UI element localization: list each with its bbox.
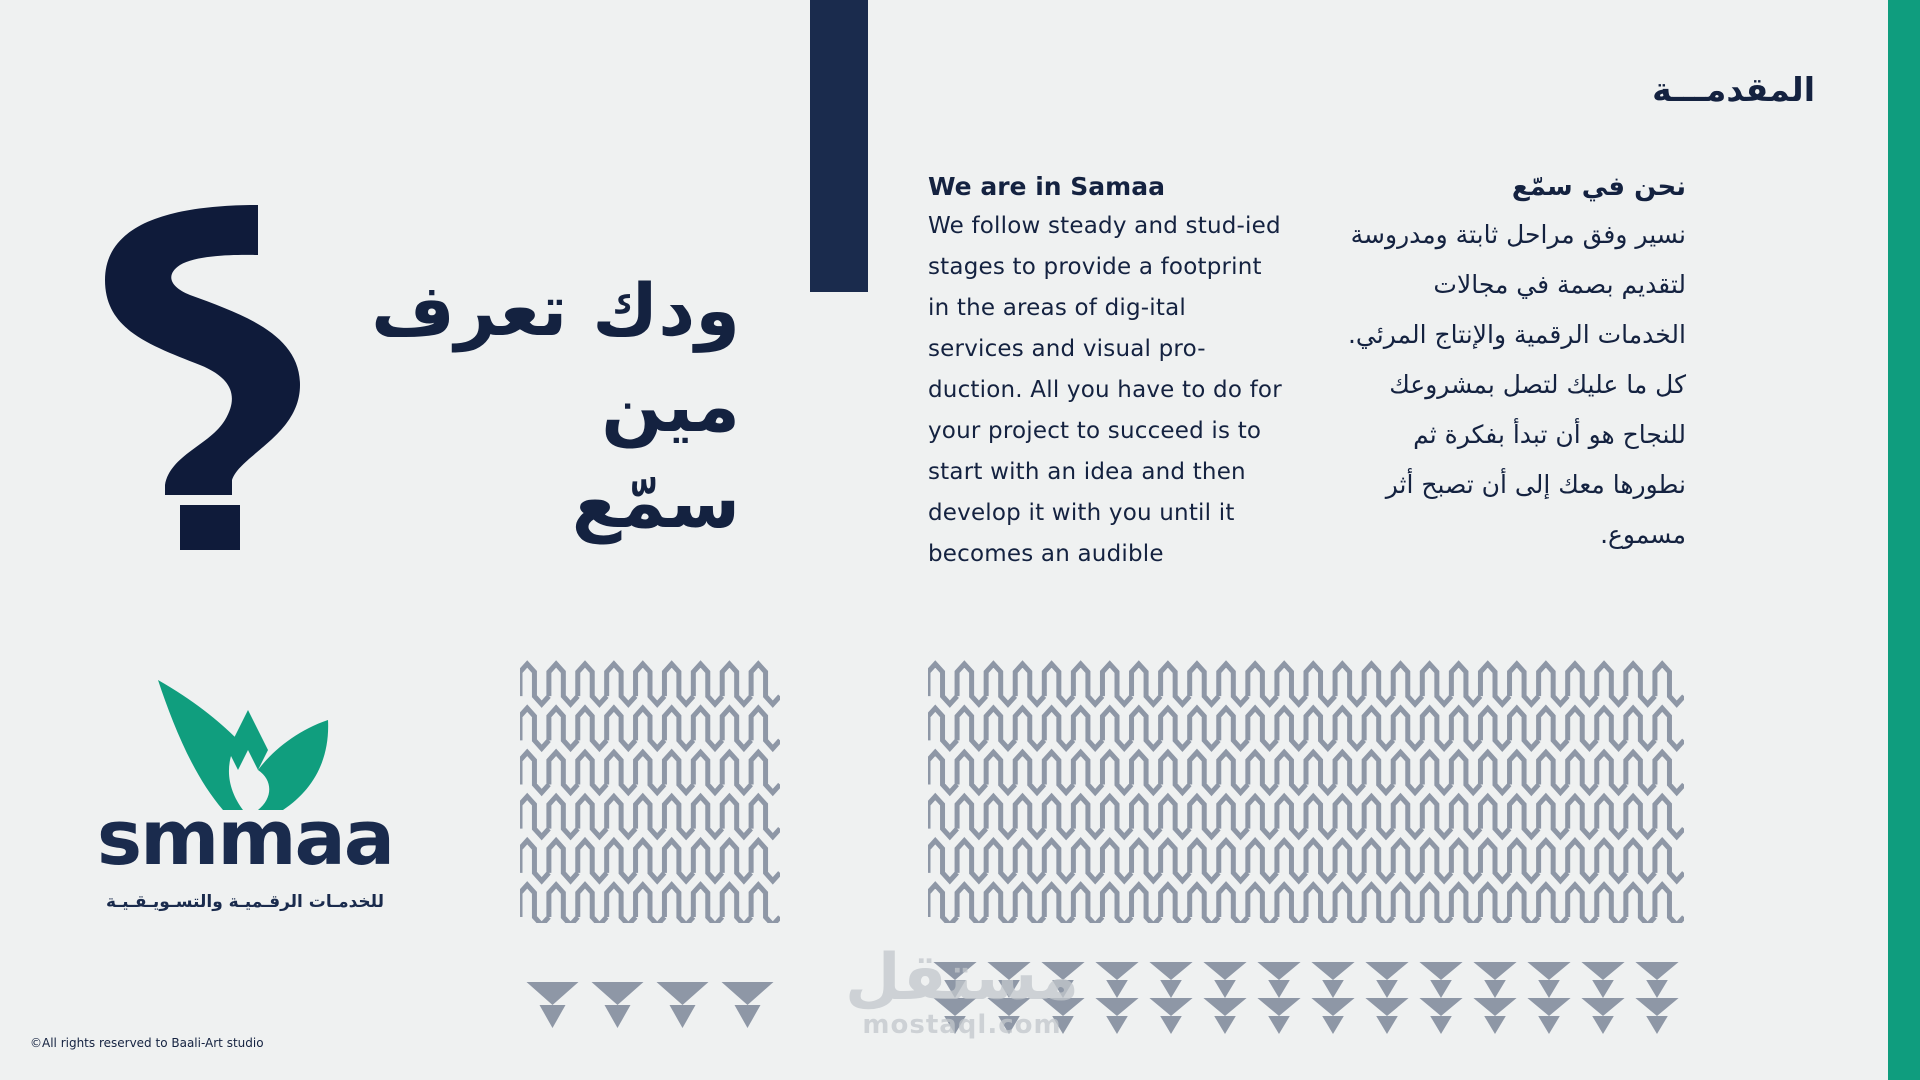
- triangle-motif: [592, 982, 644, 1028]
- triangle-motif: [1365, 998, 1408, 1034]
- triangle-motif: [1095, 998, 1138, 1034]
- logo-wordmark: smmaa: [96, 793, 394, 882]
- copyright-notice: ©All rights reserved to Baali-Art studio: [30, 1036, 264, 1050]
- triangle-motif: [1527, 998, 1570, 1034]
- zigzag-row: [520, 708, 780, 748]
- headline: [230, 262, 740, 550]
- triangle-motif: [1311, 962, 1354, 998]
- triangle-motif: [1203, 998, 1246, 1034]
- triangle-motif: [1149, 962, 1192, 998]
- english-column: [928, 168, 1284, 575]
- zigzag-pattern-right: [928, 658, 1684, 923]
- zigzag-row: [520, 752, 780, 792]
- triangle-motif: [1527, 962, 1570, 998]
- watermark-arabic: مستقل: [844, 941, 1080, 1015]
- headline-line-1: ودك تعرف مين: [371, 268, 740, 448]
- triangle-motif: [1581, 962, 1624, 998]
- arabic-body: نسير وفق مراحل ثابتة ومدروسة لتقديم بصمة في مجالات الخدمات الرقمية والإنتاج المرئي. كل ما عليك لتصل بمشروعك للنجاح هو أن تبدأ بفكرة ثم نطورها معك إلى أن تصبح أثر مسموع.: [1347, 220, 1686, 549]
- navy-vertical-bar: [810, 0, 868, 292]
- zigzag-row: [520, 664, 780, 704]
- triangle-motif: [527, 982, 579, 1028]
- zigzag-row: [928, 797, 1684, 837]
- zigzag-pattern-left: [520, 658, 780, 923]
- triangle-motif: [1419, 962, 1462, 998]
- zigzag-row: [928, 664, 1684, 704]
- headline-line-2: سمّع: [571, 460, 740, 544]
- triangle-motif: [1473, 998, 1516, 1034]
- triangle-motif: [1581, 998, 1624, 1034]
- triangle-motif: [1095, 962, 1138, 998]
- logo-tagline: للخدمـات الرقـميـة والتسـويـقـيـة: [105, 892, 384, 912]
- triangle-motif: [657, 982, 709, 1028]
- zigzag-row: [520, 885, 780, 923]
- triangle-motif: [1257, 998, 1300, 1034]
- triangle-motif: [1257, 962, 1300, 998]
- triangle-motif: [1635, 962, 1678, 998]
- triangle-motif: [1311, 998, 1354, 1034]
- section-title: المقدمـــة: [1652, 70, 1815, 109]
- triangle-motif: [1149, 998, 1192, 1034]
- zigzag-row: [928, 752, 1684, 792]
- triangle-motif: [1365, 962, 1408, 998]
- english-heading: We are in Samaa: [928, 172, 1165, 201]
- arabic-heading: نحن في سمّع: [1511, 172, 1686, 202]
- triangle-motif: [722, 982, 774, 1028]
- arabic-column: [1346, 168, 1686, 560]
- triangle-motif: [1419, 998, 1462, 1034]
- triangle-pattern-left: [520, 982, 780, 1028]
- triangle-motif: [1635, 998, 1678, 1034]
- zigzag-row: [928, 841, 1684, 881]
- brand-logo: [90, 680, 400, 920]
- watermark-latin: mostaql.com: [862, 1010, 1062, 1040]
- watermark: [832, 941, 1092, 1040]
- zigzag-row: [928, 885, 1684, 923]
- logo-wings-icon: [148, 680, 338, 810]
- zigzag-row: [928, 708, 1684, 748]
- triangle-motif: [1203, 962, 1246, 998]
- triangle-motif: [1473, 962, 1516, 998]
- green-edge-stripe: [1888, 0, 1920, 1080]
- zigzag-row: [520, 841, 780, 881]
- english-body: We follow steady and stud-ied stages to provide a footprint in the areas of dig-ital services and visual pro-duction. All you have to do for your project to succeed is to start with an idea and then develop it with you until it becomes an audible: [928, 213, 1282, 567]
- zigzag-row: [520, 797, 780, 837]
